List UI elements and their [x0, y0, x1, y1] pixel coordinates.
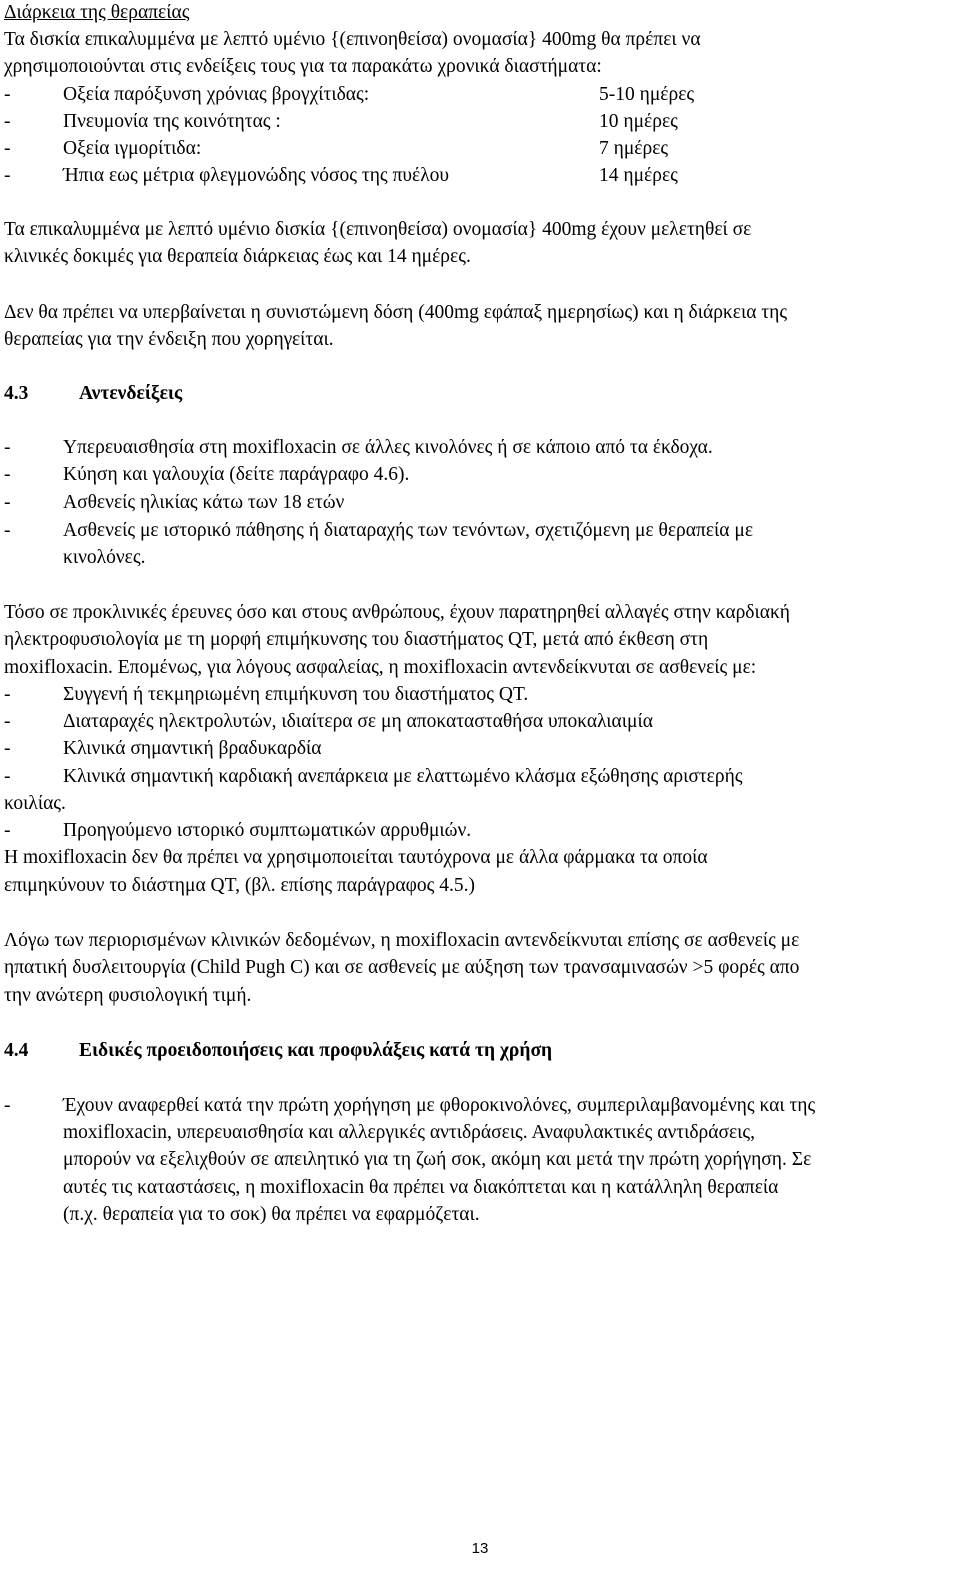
paragraph-line: Τόσο σε προκλινικές έρευνες όσο και στους ανθρώπους, έχουν παρατηρηθεί αλλαγές στην καρδιακή: [4, 602, 790, 623]
list-item: Κύηση και γαλουχία (δείτε παράγραφο 4.6).: [63, 464, 410, 485]
paragraph-line: Η moxifloxacin δεν θα πρέπει να χρησιμοποιείται ταυτόχρονα με άλλα φάρμακα τα οποία: [4, 847, 708, 868]
paragraph-line: Λόγω των περιορισμένων κλινικών δεδομένων, η moxifloxacin αντενδείκνυται επίσης σε ασθενείς με: [4, 930, 800, 951]
paragraph-line: ηπατική δυσλειτουργία (Child Pugh C) και σε ασθενείς με αύξηση των τρανσαμινασών >5 φορές απο: [4, 957, 800, 978]
paragraph-line: moxifloxacin. Επομένως, για λόγους ασφαλείας, η moxifloxacin αντενδείκνυται σε ασθενείς με:: [4, 657, 757, 678]
list-bullet: -: [4, 820, 11, 841]
paragraph-line: Τα δισκία επικαλυμμένα με λεπτό υμένιο {(επινοηθείσα) ονομασία} 400mg θα πρέπει να: [4, 29, 701, 50]
list-bullet: -: [4, 766, 11, 787]
paragraph-line: Τα επικαλυμμένα με λεπτό υμένιο δισκία {(επινοηθείσα) ονομασία} 400mg έχουν μελετηθεί σε: [4, 219, 752, 240]
paragraph-line: Δεν θα πρέπει να υπερβαίνεται η συνιστώμενη δόση (400mg εφάπαξ ημερησίως) και η διάρκεια της: [4, 302, 788, 323]
duration-days: 7 ημέρες: [599, 138, 669, 159]
list-item: Προηγούμενο ιστορικό συμπτωματικών αρρυθμιών.: [63, 820, 472, 841]
list-bullet: -: [4, 464, 11, 485]
paragraph-line: την ανώτερη φυσιολογική τιμή.: [4, 985, 252, 1006]
duration-days: 10 ημέρες: [599, 111, 678, 132]
list-bullet: -: [4, 738, 11, 759]
list-bullet: -: [4, 84, 11, 105]
list-item: Υπερευαισθησία στη moxifloxacin σε άλλες κινολόνες ή σε κάποιο από τα έκδοχα.: [63, 437, 713, 458]
list-item: Συγγενή ή τεκμηριωμένη επιμήκυνση του διαστήματος QT.: [63, 684, 529, 705]
paragraph-line: επιμηκύνουν το διάστημα QT, (βλ. επίσης παράγραφος 4.5.): [4, 875, 475, 896]
paragraph-line: κλινικές δοκιμές για θεραπεία διάρκειας έως και 14 ημέρες.: [4, 246, 471, 267]
list-item-continuation: κοιλίας.: [4, 793, 66, 814]
list-item-continuation: (π.χ. θεραπεία για το σοκ) θα πρέπει να εφαρμόζεται.: [63, 1204, 480, 1225]
list-item-continuation: αυτές τις καταστάσεις, η moxifloxacin θα πρέπει να διακόπτεται και η κατάλληλη θεραπεία: [63, 1177, 779, 1198]
list-item-continuation: μπορούν να εξελιχθούν σε απειλητικό για τη ζωή σοκ, ακόμη και μετά την πρώτη χορήγηση. Σε: [63, 1149, 812, 1170]
list-item: Διαταραχές ηλεκτρολυτών, ιδιαίτερα σε μη αποκατασταθήσα υποκαλιαιμία: [63, 711, 653, 732]
duration-indication: Οξεία παρόξυνση χρόνιας βρογχίτιδας:: [63, 84, 370, 105]
section-number: 4.4: [4, 1040, 29, 1061]
section-title: Ειδικές προειδοποιήσεις και προφυλάξεις κατά τη χρήση: [79, 1040, 553, 1061]
list-bullet: -: [4, 437, 11, 458]
list-item-continuation: moxifloxacin, υπερευαισθησία και αλλεργικές αντιδράσεις. Αναφυλακτικές αντιδράσεις,: [63, 1122, 756, 1143]
paragraph-line: ηλεκτροφυσιολογία με τη μορφή επιμήκυνσης του διαστήματος QT, μετά από έκθεση στη: [4, 629, 709, 650]
page-number: 13: [471, 1540, 489, 1557]
list-item: Κλινικά σημαντική καρδιακή ανεπάρκεια με ελαττωμένο κλάσμα εξώθησης αριστερής: [63, 766, 743, 787]
list-item-continuation: κινολόνες.: [63, 547, 146, 568]
list-item: Ασθενείς με ιστορικό πάθησης ή διαταραχής των τενόντων, σχετιζόμενη με θεραπεία με: [63, 520, 754, 541]
duration-indication: Οξεία ιγμορίτιδα:: [63, 138, 202, 159]
list-bullet: -: [4, 165, 11, 186]
section-heading-duration: Διάρκεια της θεραπείας: [4, 2, 190, 23]
list-bullet: -: [4, 111, 11, 132]
list-bullet: -: [4, 684, 11, 705]
list-bullet: -: [4, 711, 11, 732]
paragraph-line: θεραπείας για την ένδειξη που χορηγείται.: [4, 329, 334, 350]
duration-indication: Ήπια εως μέτρια φλεγμονώδης νόσος της πυέλου: [63, 165, 450, 186]
list-item: Ασθενείς ηλικίας κάτω των 18 ετών: [63, 492, 345, 513]
duration-days: 5-10 ημέρες: [599, 84, 695, 105]
list-bullet: -: [4, 138, 11, 159]
section-title: Αντενδείξεις: [79, 383, 183, 404]
list-item: Έχουν αναφερθεί κατά την πρώτη χορήγηση με φθοροκινολόνες, συμπεριλαμβανομένης και της: [63, 1095, 816, 1116]
list-bullet: -: [4, 1095, 11, 1116]
list-item: Κλινικά σημαντική βραδυκαρδία: [63, 738, 322, 759]
list-bullet: -: [4, 492, 11, 513]
duration-indication: Πνευμονία της κοινότητας :: [63, 111, 281, 132]
section-number: 4.3: [4, 383, 29, 404]
duration-days: 14 ημέρες: [599, 165, 678, 186]
list-bullet: -: [4, 520, 11, 541]
paragraph-line: χρησιμοποιούνται στις ενδείξεις τους για τα παρακάτω χρονικά διαστήματα:: [4, 56, 602, 77]
